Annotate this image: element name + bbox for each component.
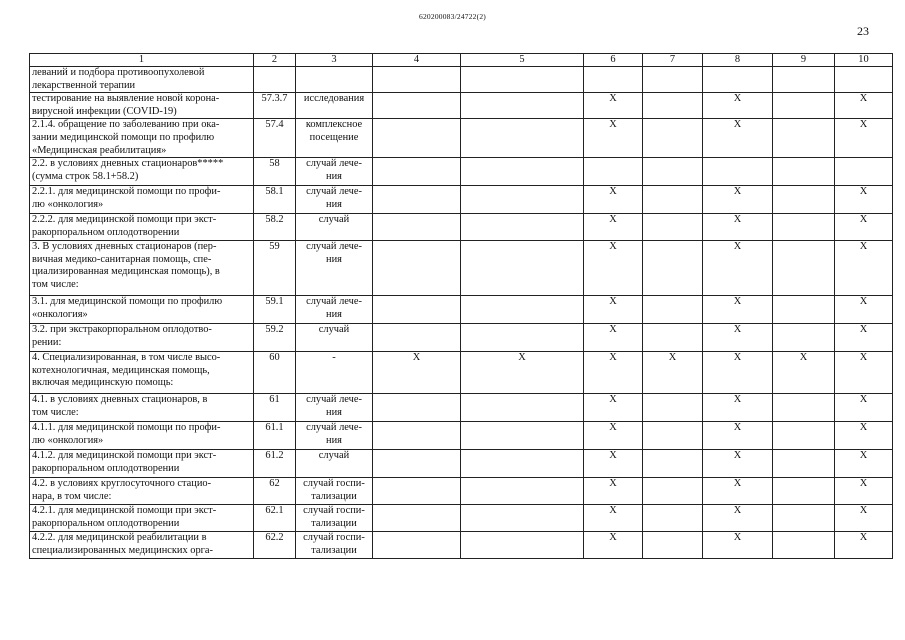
mark-cell xyxy=(373,67,461,93)
row-description-cell xyxy=(30,505,254,532)
mark-cell xyxy=(703,186,773,214)
mark-cell xyxy=(703,158,773,186)
mark-cell xyxy=(461,394,584,422)
mark-cell xyxy=(703,119,773,158)
row-description-cell xyxy=(30,422,254,450)
cell-text: X xyxy=(859,450,868,462)
cell-text: X xyxy=(609,93,617,105)
table-row xyxy=(30,450,893,478)
mark-cell xyxy=(373,394,461,422)
cell-text: случай госпи- тализации xyxy=(303,532,365,556)
cell-text: X xyxy=(609,450,617,462)
cell-text: X xyxy=(609,532,617,544)
row-description-cell xyxy=(30,93,254,119)
cell-text: X xyxy=(733,505,742,517)
mark-cell xyxy=(461,450,584,478)
mark-cell xyxy=(835,450,893,478)
row-number-cell xyxy=(254,422,296,450)
mark-cell xyxy=(643,324,703,352)
mark-cell xyxy=(835,505,893,532)
cell-text: случай xyxy=(318,450,350,462)
row-number-cell xyxy=(254,394,296,422)
cell-text: 57.4 xyxy=(265,119,284,131)
column-header: 8 xyxy=(703,54,773,67)
mark-cell xyxy=(643,422,703,450)
mark-cell xyxy=(703,478,773,505)
mark-cell xyxy=(373,119,461,158)
mark-cell xyxy=(835,67,893,93)
unit-cell xyxy=(296,296,373,324)
mark-cell xyxy=(643,119,703,158)
cell-text: X xyxy=(733,241,742,253)
table-row xyxy=(30,296,893,324)
cell-text: случай госпи- тализации xyxy=(303,505,365,529)
cell-text: 59 xyxy=(269,241,280,253)
cell-text: X xyxy=(859,394,868,406)
mark-cell xyxy=(703,450,773,478)
cell-text: леваний и подбора противоопухолевой лекарственной терапии xyxy=(32,67,205,91)
mark-cell xyxy=(584,505,643,532)
unit-cell xyxy=(296,93,373,119)
page-number: 23 xyxy=(857,24,869,38)
mark-cell xyxy=(373,324,461,352)
cell-text: 2.2.1. для медицинской помощи по профи- лю «онкология» xyxy=(32,186,221,210)
cell-text: 61 xyxy=(269,394,280,406)
mark-cell xyxy=(835,186,893,214)
cell-text: случай госпи- тализации xyxy=(303,478,365,502)
cell-text: X xyxy=(609,505,617,517)
cell-text: 4.2.1. для медицинской помощи при экст- ракорпоральном оплодотворении xyxy=(32,505,217,529)
row-number-cell xyxy=(254,93,296,119)
unit-cell xyxy=(296,241,373,296)
mark-cell xyxy=(584,67,643,93)
cell-text: X xyxy=(859,119,868,131)
cell-text: случай лече- ния xyxy=(306,422,362,446)
mark-cell xyxy=(773,422,835,450)
mark-cell xyxy=(373,296,461,324)
mark-cell xyxy=(461,158,584,186)
document-id: 620200083/24722(2) xyxy=(419,12,486,21)
cell-text: 4.2.2. для медицинской реабилитации в специализированных медицинских орга- xyxy=(32,532,214,556)
mark-cell xyxy=(461,186,584,214)
mark-cell xyxy=(643,450,703,478)
mark-cell xyxy=(373,532,461,559)
mark-cell xyxy=(643,505,703,532)
unit-cell xyxy=(296,158,373,186)
row-number-cell xyxy=(254,158,296,186)
cell-text: X xyxy=(859,532,868,544)
mark-cell xyxy=(773,186,835,214)
cell-text: X xyxy=(609,324,617,336)
cell-text: X xyxy=(733,119,742,131)
mark-cell xyxy=(373,450,461,478)
cell-text: 4.1. в условиях дневных стационаров, в том числе: xyxy=(32,394,208,418)
cell-text: 2.1.4. обращение по заболеванию при ока- зании медицинской помощи по профилю «Медицинская реабилитация» xyxy=(32,119,220,156)
table-row xyxy=(30,93,893,119)
cell-text: 3. В условиях дневных стационаров (пер- вичная медико-санитарная помощь, спе- циализированная медицинская помощь), в том числе: xyxy=(32,241,220,290)
row-number-cell xyxy=(254,296,296,324)
mark-cell xyxy=(584,93,643,119)
mark-cell xyxy=(373,478,461,505)
cell-text: X xyxy=(859,422,868,434)
mark-cell xyxy=(773,505,835,532)
column-header: 9 xyxy=(773,54,835,67)
mark-cell xyxy=(461,119,584,158)
row-number-cell xyxy=(254,532,296,559)
cell-text: X xyxy=(733,394,742,406)
cell-text: 60 xyxy=(269,352,280,364)
column-header: 3 xyxy=(296,54,373,67)
mark-cell xyxy=(703,67,773,93)
mark-cell xyxy=(373,186,461,214)
cell-text: X xyxy=(859,324,868,336)
row-description-cell xyxy=(30,214,254,241)
cell-text: 4.1.2. для медицинской помощи при экст- ракорпоральном оплодотворении xyxy=(32,450,217,474)
mark-cell xyxy=(703,214,773,241)
cell-text: 62.2 xyxy=(265,532,284,544)
mark-cell xyxy=(835,352,893,394)
cell-text: 61.1 xyxy=(265,422,284,434)
column-header: 10 xyxy=(835,54,893,67)
column-header: 1 xyxy=(30,54,254,67)
mark-cell xyxy=(835,241,893,296)
unit-cell xyxy=(296,505,373,532)
cell-text: X xyxy=(733,296,742,308)
mark-cell xyxy=(703,505,773,532)
cell-text: - xyxy=(332,352,336,364)
cell-text: случай лече- ния xyxy=(306,186,362,210)
unit-cell xyxy=(296,324,373,352)
cell-text: X xyxy=(609,186,617,198)
mark-cell xyxy=(835,532,893,559)
mark-cell xyxy=(461,505,584,532)
mark-cell xyxy=(773,450,835,478)
table-row xyxy=(30,324,893,352)
mark-cell xyxy=(373,214,461,241)
row-description-cell xyxy=(30,296,254,324)
table-header-row xyxy=(30,54,893,67)
row-number-cell xyxy=(254,450,296,478)
mark-cell xyxy=(703,422,773,450)
cell-text: X xyxy=(733,422,742,434)
cell-text: X xyxy=(412,352,421,364)
row-description-cell xyxy=(30,67,254,93)
cell-text: X xyxy=(609,352,617,364)
mark-cell xyxy=(773,158,835,186)
cell-text: 3.2. при экстракорпоральном оплодотво- рении: xyxy=(32,324,212,348)
mark-cell xyxy=(835,394,893,422)
cell-text: X xyxy=(518,352,526,364)
column-header: 4 xyxy=(373,54,461,67)
row-number-cell xyxy=(254,505,296,532)
row-number-cell xyxy=(254,186,296,214)
mark-cell xyxy=(584,532,643,559)
column-header: 7 xyxy=(643,54,703,67)
cell-text: X xyxy=(609,394,617,406)
table-row xyxy=(30,186,893,214)
mark-cell xyxy=(461,422,584,450)
mark-cell xyxy=(373,422,461,450)
data-table xyxy=(29,53,893,559)
row-number-cell xyxy=(254,241,296,296)
mark-cell xyxy=(584,450,643,478)
mark-cell xyxy=(835,214,893,241)
row-description-cell xyxy=(30,352,254,394)
mark-cell xyxy=(643,394,703,422)
row-description-cell xyxy=(30,532,254,559)
row-description-cell xyxy=(30,119,254,158)
column-header: 6 xyxy=(584,54,643,67)
cell-text: 61.2 xyxy=(265,450,284,462)
table-row xyxy=(30,158,893,186)
cell-text: случай xyxy=(318,324,350,336)
cell-text: случай лече- ния xyxy=(306,394,362,418)
cell-text: X xyxy=(859,352,868,364)
table-row xyxy=(30,214,893,241)
mark-cell xyxy=(773,532,835,559)
cell-text: X xyxy=(733,352,742,364)
cell-text: X xyxy=(799,352,808,364)
table-row xyxy=(30,532,893,559)
mark-cell xyxy=(584,352,643,394)
mark-cell xyxy=(643,352,703,394)
row-description-cell xyxy=(30,478,254,505)
mark-cell xyxy=(461,352,584,394)
cell-text: случай xyxy=(318,214,350,226)
table-row xyxy=(30,505,893,532)
row-description-cell xyxy=(30,241,254,296)
mark-cell xyxy=(835,158,893,186)
cell-text: 57.3.7 xyxy=(261,93,288,105)
mark-cell xyxy=(461,214,584,241)
cell-text: 62.1 xyxy=(265,505,284,517)
mark-cell xyxy=(835,296,893,324)
mark-cell xyxy=(373,241,461,296)
row-description-cell xyxy=(30,186,254,214)
cell-text: случай лече- ния xyxy=(306,296,362,320)
cell-text: X xyxy=(733,478,742,490)
row-number-cell xyxy=(254,352,296,394)
mark-cell xyxy=(835,324,893,352)
mark-cell xyxy=(643,241,703,296)
mark-cell xyxy=(461,532,584,559)
cell-text: X xyxy=(733,214,742,226)
mark-cell xyxy=(584,296,643,324)
mark-cell xyxy=(643,93,703,119)
mark-cell xyxy=(703,93,773,119)
mark-cell xyxy=(643,186,703,214)
row-description-cell xyxy=(30,394,254,422)
cell-text: X xyxy=(733,450,742,462)
unit-cell xyxy=(296,186,373,214)
mark-cell xyxy=(373,505,461,532)
mark-cell xyxy=(835,478,893,505)
cell-text: X xyxy=(609,119,617,131)
mark-cell xyxy=(773,119,835,158)
mark-cell xyxy=(373,93,461,119)
mark-cell xyxy=(643,478,703,505)
mark-cell xyxy=(584,186,643,214)
row-number-cell xyxy=(254,214,296,241)
row-description-cell xyxy=(30,158,254,186)
unit-cell xyxy=(296,532,373,559)
cell-text: 58.2 xyxy=(265,214,284,226)
cell-text: 4.2. в условиях круглосуточного стацио- нара, в том числе: xyxy=(32,478,212,502)
cell-text: X xyxy=(859,93,868,105)
mark-cell xyxy=(703,532,773,559)
mark-cell xyxy=(773,214,835,241)
mark-cell xyxy=(373,352,461,394)
cell-text: 2.2. в условиях дневных стационаров***** (сумма строк 58.1+58.2) xyxy=(32,158,224,182)
mark-cell xyxy=(643,214,703,241)
mark-cell xyxy=(461,93,584,119)
table-row xyxy=(30,422,893,450)
table-row xyxy=(30,119,893,158)
cell-text: случай лече- ния xyxy=(306,241,362,265)
mark-cell xyxy=(643,296,703,324)
row-description-cell xyxy=(30,324,254,352)
mark-cell xyxy=(584,394,643,422)
mark-cell xyxy=(584,241,643,296)
cell-text: случай лече- ния xyxy=(306,158,362,182)
cell-text: X xyxy=(609,241,617,253)
cell-text: X xyxy=(609,214,617,226)
cell-text: 62 xyxy=(269,478,280,490)
mark-cell xyxy=(773,352,835,394)
unit-cell xyxy=(296,119,373,158)
cell-text: тестирование на выявление новой корона- вирусной инфекции (COVID-19) xyxy=(32,93,220,117)
cell-text: 58.1 xyxy=(265,186,284,198)
mark-cell xyxy=(643,67,703,93)
mark-cell xyxy=(703,394,773,422)
row-description-cell xyxy=(30,450,254,478)
unit-cell xyxy=(296,450,373,478)
cell-text: 4.1.1. для медицинской помощи по профи- лю «онкология» xyxy=(32,422,221,446)
mark-cell xyxy=(835,119,893,158)
mark-cell xyxy=(773,93,835,119)
cell-text: 58 xyxy=(269,158,280,170)
mark-cell xyxy=(643,532,703,559)
table-row xyxy=(30,478,893,505)
mark-cell xyxy=(703,324,773,352)
mark-cell xyxy=(584,324,643,352)
cell-text: X xyxy=(733,324,742,336)
unit-cell xyxy=(296,214,373,241)
mark-cell xyxy=(835,93,893,119)
table-row xyxy=(30,352,893,394)
row-number-cell xyxy=(254,67,296,93)
mark-cell xyxy=(461,67,584,93)
mark-cell xyxy=(773,394,835,422)
cell-text: 3.1. для медицинской помощи по профилю «онкология» xyxy=(32,296,223,320)
cell-text: X xyxy=(733,532,742,544)
cell-text: 59.1 xyxy=(265,296,284,308)
mark-cell xyxy=(584,478,643,505)
unit-cell xyxy=(296,478,373,505)
unit-cell xyxy=(296,422,373,450)
cell-text: X xyxy=(859,505,868,517)
mark-cell xyxy=(373,158,461,186)
cell-text: X xyxy=(859,296,868,308)
mark-cell xyxy=(703,296,773,324)
cell-text: X xyxy=(733,186,742,198)
mark-cell xyxy=(584,158,643,186)
cell-text: 2.2.2. для медицинской помощи при экст- ракорпоральном оплодотворении xyxy=(32,214,217,238)
cell-text: X xyxy=(859,186,868,198)
mark-cell xyxy=(584,119,643,158)
row-number-cell xyxy=(254,478,296,505)
mark-cell xyxy=(773,241,835,296)
cell-text: X xyxy=(609,296,617,308)
cell-text: X xyxy=(668,352,677,364)
cell-text: 4. Специализированная, в том числе высо- котехнологичная, медицинская помощь, включая медицинскую помощь: xyxy=(32,352,221,389)
mark-cell xyxy=(461,324,584,352)
mark-cell xyxy=(773,478,835,505)
cell-text: X xyxy=(609,478,617,490)
unit-cell xyxy=(296,352,373,394)
table-row xyxy=(30,67,893,93)
mark-cell xyxy=(703,241,773,296)
table-row xyxy=(30,241,893,296)
mark-cell xyxy=(461,241,584,296)
mark-cell xyxy=(773,324,835,352)
mark-cell xyxy=(584,214,643,241)
unit-cell xyxy=(296,394,373,422)
unit-cell xyxy=(296,67,373,93)
row-number-cell xyxy=(254,119,296,158)
mark-cell xyxy=(773,296,835,324)
cell-text: X xyxy=(859,478,868,490)
cell-text: X xyxy=(609,422,617,434)
cell-text: комплексное посещение xyxy=(305,119,363,143)
column-header: 5 xyxy=(461,54,584,67)
mark-cell xyxy=(703,352,773,394)
table-row xyxy=(30,394,893,422)
mark-cell xyxy=(584,422,643,450)
cell-text: 59.2 xyxy=(265,324,284,336)
mark-cell xyxy=(835,422,893,450)
cell-text: X xyxy=(859,241,868,253)
mark-cell xyxy=(461,478,584,505)
mark-cell xyxy=(773,67,835,93)
mark-cell xyxy=(643,158,703,186)
column-header: 2 xyxy=(254,54,296,67)
cell-text: исследования xyxy=(303,93,365,105)
mark-cell xyxy=(461,296,584,324)
row-number-cell xyxy=(254,324,296,352)
cell-text: X xyxy=(859,214,868,226)
cell-text: X xyxy=(733,93,742,105)
